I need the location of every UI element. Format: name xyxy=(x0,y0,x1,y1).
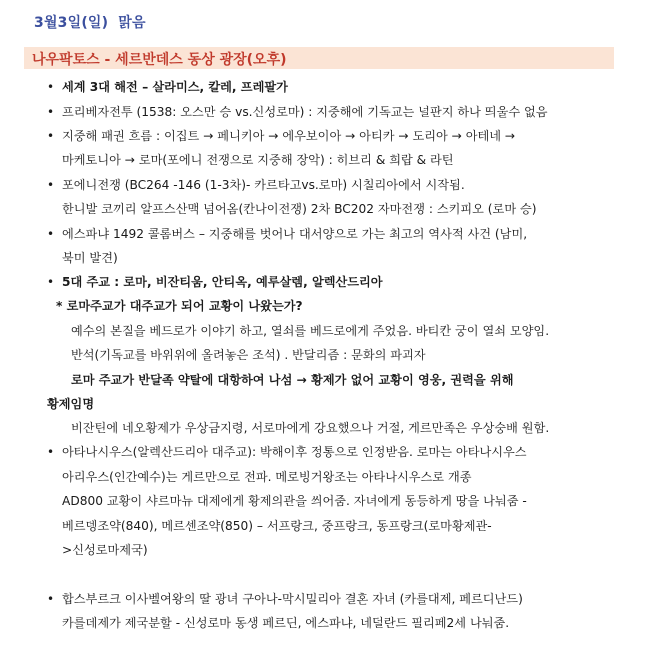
day-heading xyxy=(34,12,146,32)
bullet-6: • xyxy=(47,275,55,289)
text-line: 에스파냐 1492 콜롬버스 – 지중해를 벗어나 대서양으로 가는 최고의 역사적 사건 (남미, xyxy=(62,227,528,241)
bullet-5: • xyxy=(47,227,55,241)
text-line: 베르뎅조약(840), 메르센조약(850) – 서프랑크, 중프랑크, 동프랑크(로마황제관- xyxy=(62,519,492,533)
text-line: 포에니전쟁 (BC264 -146 (1-3차)- 카르타고vs.로마) 시칠리아에서 시작됨. xyxy=(62,178,465,192)
text-line: 합스부르크 이사벨여왕의 딸 광녀 구아나-막시밀리아 결혼 자녀 (카를대제, 페르디난드) xyxy=(62,592,523,606)
text-line: 아리우스(인간예수)는 게르만으로 전파. 메로빙거왕조는 아타나시우스로 개종 xyxy=(62,470,472,484)
text-line: 5대 주교 : 로마, 비잔티움, 안티옥, 예루살렘, 알렉산드리아 xyxy=(62,275,383,289)
text-line: * 로마주교가 대주교가 되어 교황이 나왔는가? xyxy=(56,299,303,313)
bullet-3: • xyxy=(47,129,55,143)
section-title: 나우팍토스 - 세르반데스 동상 광장(오후) xyxy=(32,52,287,68)
day-date: 3월3일(일) xyxy=(34,15,109,31)
text-line: 비잔틴에 네오황제가 우상금지령, 서로마에게 강요했으나 거절, 게르만족은 우상숭배 원함. xyxy=(71,421,550,435)
text-line: >신성로마제국) xyxy=(62,543,148,557)
bullet-1: • xyxy=(47,80,55,94)
bullet-8: • xyxy=(47,592,55,606)
text-line: 세계 3대 해전 – 살라미스, 칼레, 프레팔가 xyxy=(62,80,288,94)
text-line: 아타나시우스(알렉산드리아 대주교): 박해이후 정통으로 인정받음. 로마는 아타나시우스 xyxy=(62,445,527,459)
day-weather: 맑음 xyxy=(118,15,146,31)
text-line: 지중해 패권 흐름 : 이집트 → 페니키아 → 에우보이아 → 아티카 → 도리아 → 아테네 → xyxy=(62,129,516,143)
text-line: 예수의 본질을 베드로가 이야기 하고, 열쇠를 베드로에게 주었음. 바티칸 궁이 열쇠 모양임. xyxy=(71,324,550,338)
text-line: 프리베자전투 (1538: 오스만 승 vs.신성로마) : 지중해에 기독교는 널판지 하나 띄울수 없음 xyxy=(62,105,548,119)
text-line: 마케토니아 → 로마(포에니 전쟁으로 지중해 장악) : 히브리 & 희랍 & 라틴 xyxy=(62,153,454,167)
text-line: 로마 주교가 반달족 약탈에 대항하여 나섬 → 황제가 없어 교황이 영웅, 권력을 위해 xyxy=(71,373,514,387)
text-line: 반석(기독교를 바위위에 올려놓은 조석) . 반달리즘 : 문화의 파괴자 xyxy=(71,348,426,362)
text-line: 북미 발견) xyxy=(62,251,118,265)
text-line: 카를데제가 제국분할 - 신성로마 동생 페르딘, 에스파냐, 네덜란드 필리페2세 나눠줌. xyxy=(62,616,510,630)
section-header xyxy=(24,47,614,69)
bullet-2: • xyxy=(47,105,55,119)
text-line: AD800 교황이 샤르마뉴 대제에게 황제의관을 씌어줌. 자녀에게 동등하게 땅을 나눠줌 - xyxy=(62,494,527,508)
bullet-4: • xyxy=(47,178,55,192)
bullet-7: • xyxy=(47,445,55,459)
text-line: 황제임명 xyxy=(47,397,95,411)
text-line: 한니발 코끼리 알프스산맥 넘어옴(칸나이전쟁) 2차 BC202 자마전쟁 : 스키피오 (로마 승) xyxy=(62,202,537,216)
